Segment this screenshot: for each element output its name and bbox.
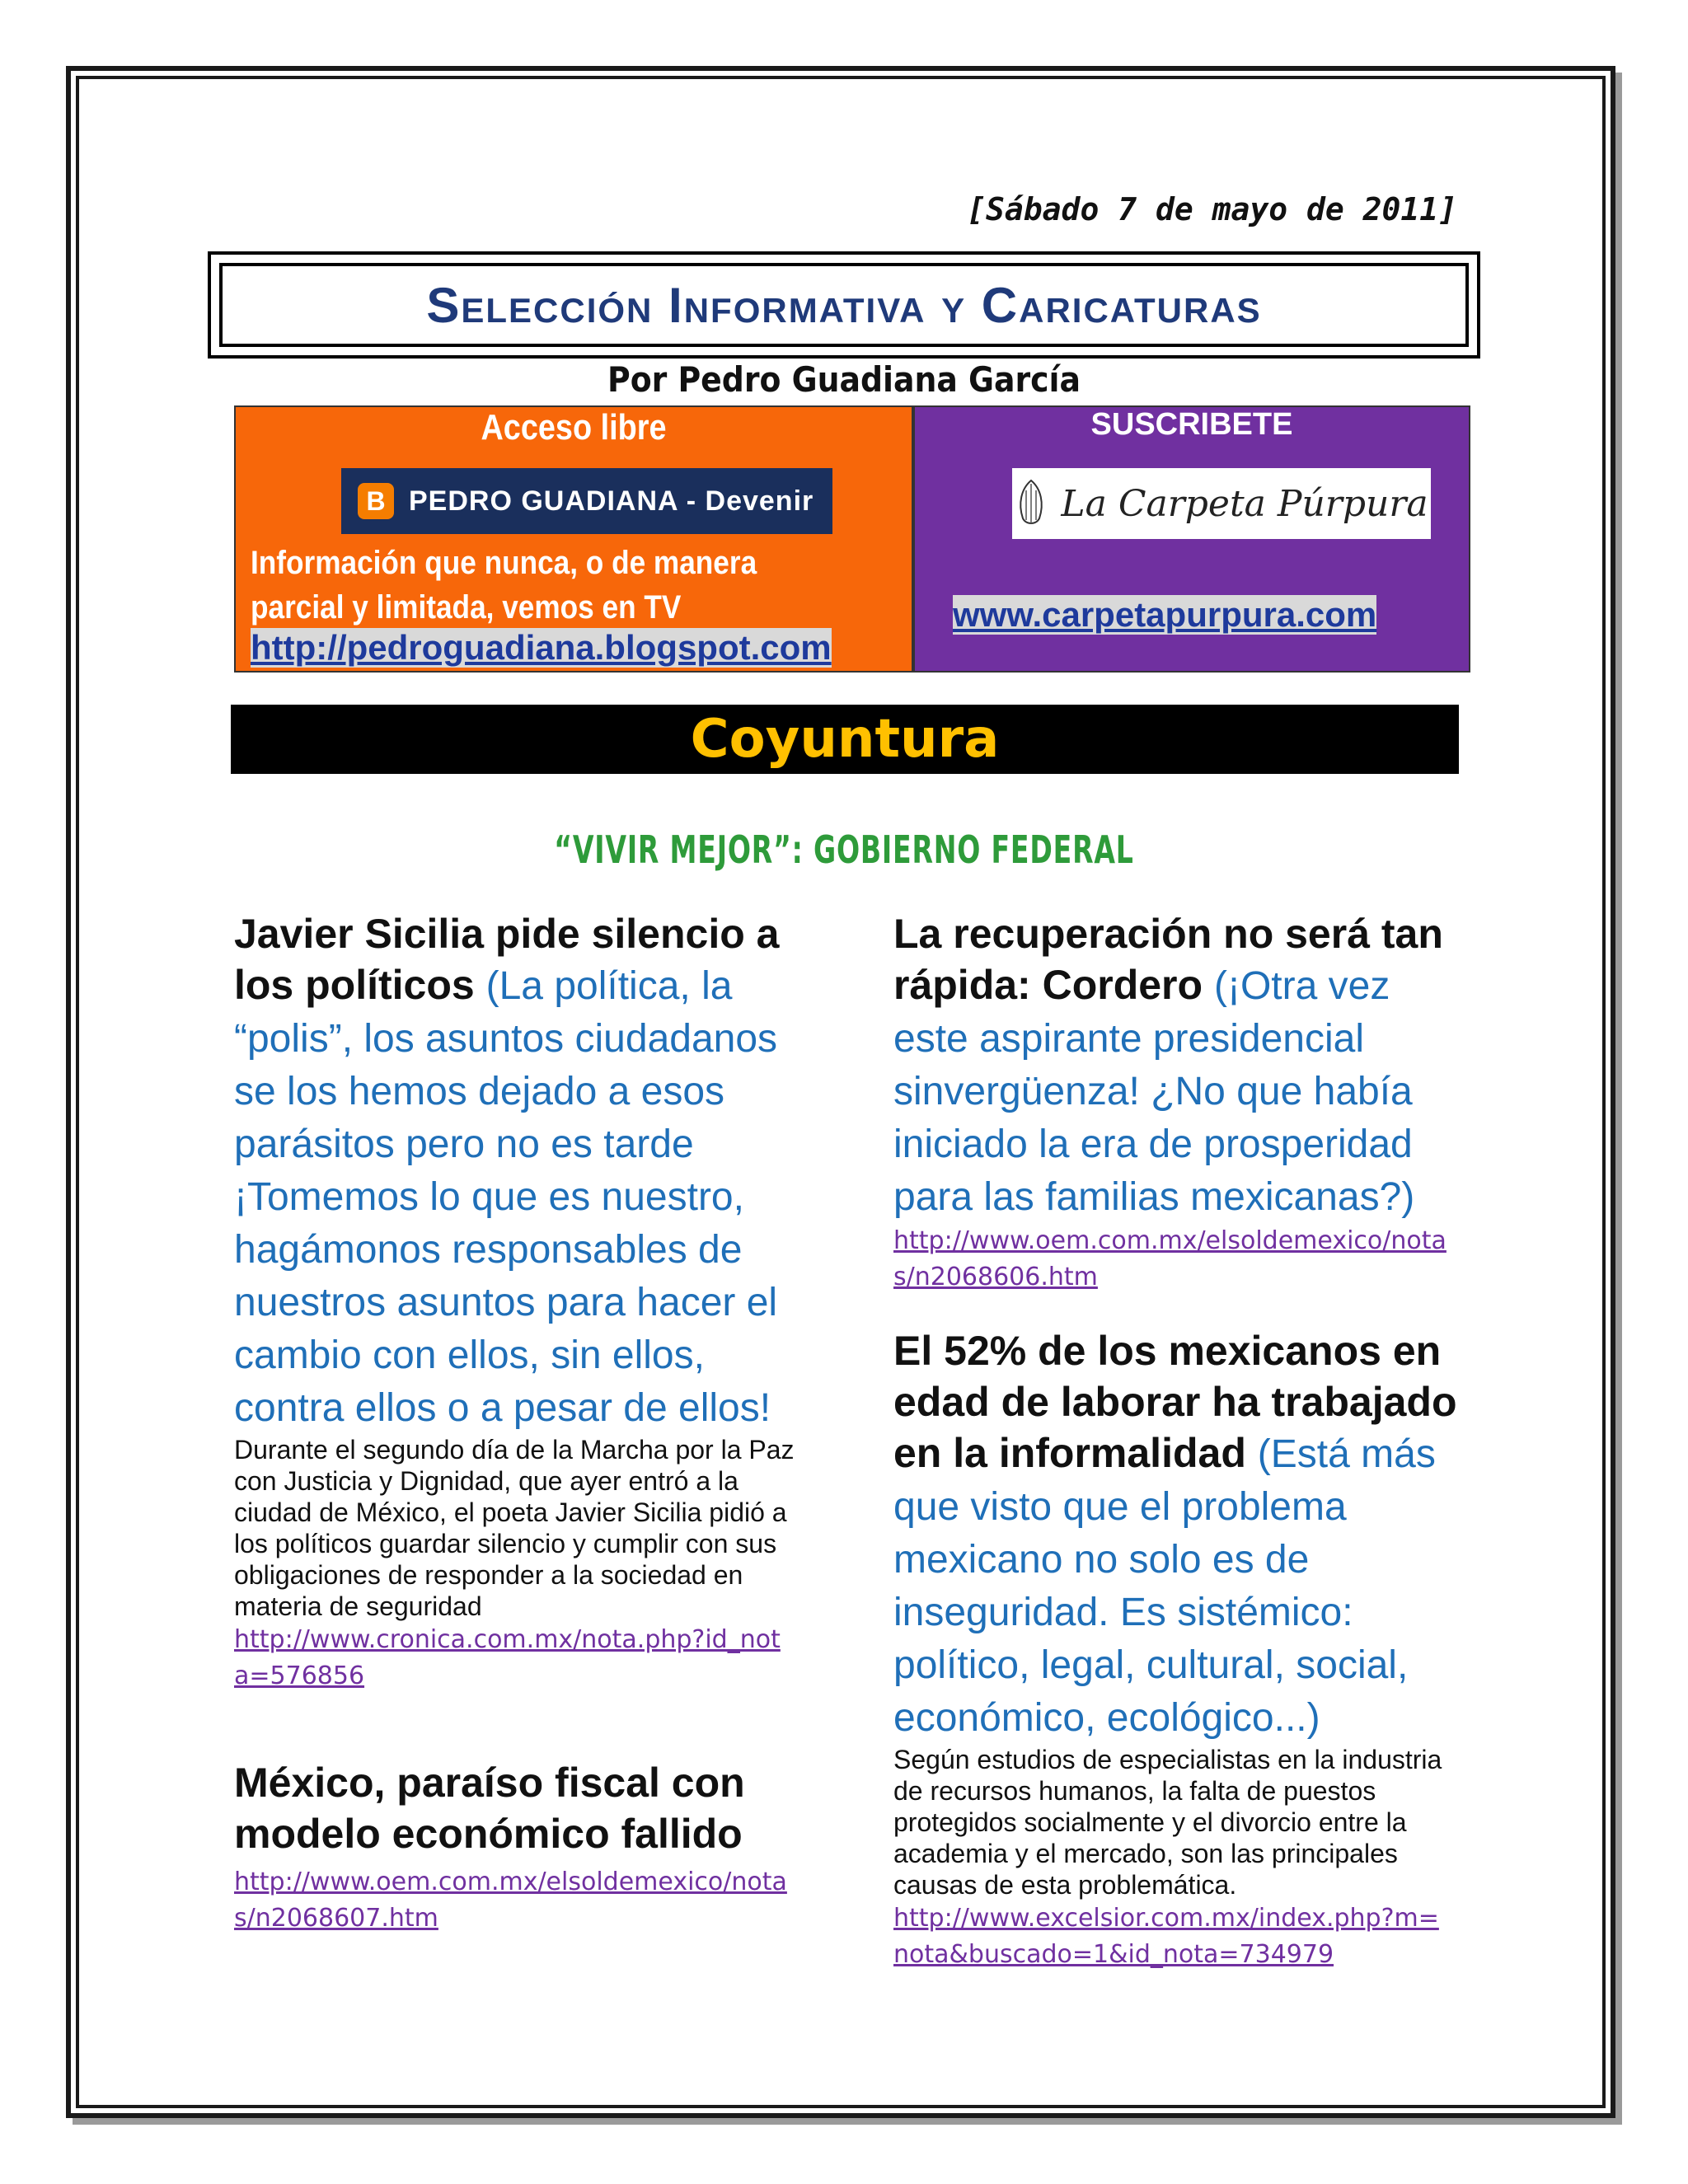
article-informalidad [893,1325,1470,1973]
article-headline: México, paraíso fiscal con modelo económico fallido [234,1760,745,1857]
promo-blog-label: Acceso libre [481,407,667,448]
subscribe-label: SUSCRIBETE [1090,407,1293,442]
article-headline [893,908,1470,1223]
article-headline [234,908,811,1434]
blog-link[interactable]: http://pedroguadiana.blogspot.com [251,628,832,667]
carpeta-purpura-logo-text: La Carpeta Púrpura [1061,482,1428,525]
section-title: Coyuntura [690,709,1000,770]
blogger-badge[interactable] [341,468,832,534]
carpeta-link[interactable]: www.carpetapurpura.com [953,595,1377,634]
byline: Por Pedro Guadiana García [607,359,1081,400]
carpeta-purpura-logo[interactable] [1012,468,1431,539]
editorial-comment: (¡Otra vez este aspirante presidencial sinvergüenza! ¿No que había iniciado la era de prosperidad para las familias mexicanas?) [893,964,1415,1219]
blogger-badge-text: PEDRO GUADIANA - Devenir [409,485,814,517]
article-paraiso-fiscal [234,1757,811,1937]
section-header [231,705,1459,774]
issue-date: [Sábado 7 de mayo de 2011] [967,191,1457,227]
article-sicilia [234,908,811,1694]
headline-text: El 52% de los mexicanos en edad de laborar ha trabajado en la informalidad [893,1328,1457,1476]
promo-blog-description: Información que nunca, o de manera parcial y limitada, vemos en TV [251,545,757,626]
section-subtitle: “VIVIR MEJOR”: GOBIERNO FEDERAL [554,827,1134,872]
promo-blog-box [234,405,913,673]
title-banner-inner [219,263,1469,347]
blogger-icon: B [358,483,394,519]
editorial-comment: (La política, la “polis”, los asuntos ciudadanos se los hemos dejado a esos parásitos pero no es tarde ¡Tomemos lo que es nuestro, hagámonos responsables de nuestros asuntos para hacer el cambio con ellos, sin ellos, contra ellos o a pesar de ellos! [234,964,778,1430]
title-banner [208,251,1480,359]
headline-text: Javier Sicilia pide silencio a los políticos [234,911,780,1008]
article-headline [893,1325,1470,1744]
seashell-icon [1015,479,1048,528]
article-link[interactable]: http://www.excelsior.com.mx/index.php?m=nota&buscado=1&id_nota=734979 [893,1904,1439,1969]
editorial-comment: (Está más que visto que el problema mexicano no solo es de inseguridad. Es sistémico: político, legal, cultural, social, económico, ecológico...) [893,1432,1436,1740]
article-summary: Según estudios de especialistas en la industria de recursos humanos, la falta de puestos protegidos socialmente y el divorcio entre la academia y el mercado, son las principales causas de esta problemática. [893,1745,1442,1900]
article-link[interactable]: http://www.cronica.com.mx/nota.php?id_nota=576856 [234,1625,781,1690]
headline-text: La recuperación no será tan rápida: Cordero [893,911,1443,1008]
article-link[interactable]: http://www.oem.com.mx/elsoldemexico/notas/n2068607.htm [234,1868,787,1933]
page-title: Selección Informativa y Caricaturas [426,277,1262,333]
article-link[interactable]: http://www.oem.com.mx/elsoldemexico/notas/n2068606.htm [893,1226,1447,1291]
article-cordero [893,908,1470,1296]
article-summary: Durante el segundo día de la Marcha por la Paz con Justicia y Dignidad, que ayer entró a la ciudad de México, el poeta Javier Sicilia pidió a los políticos guardar silencio y cumplir con sus obligaciones de responder a la sociedad en materia de seguridad [234,1435,795,1621]
promo-subscribe-box [913,405,1470,673]
